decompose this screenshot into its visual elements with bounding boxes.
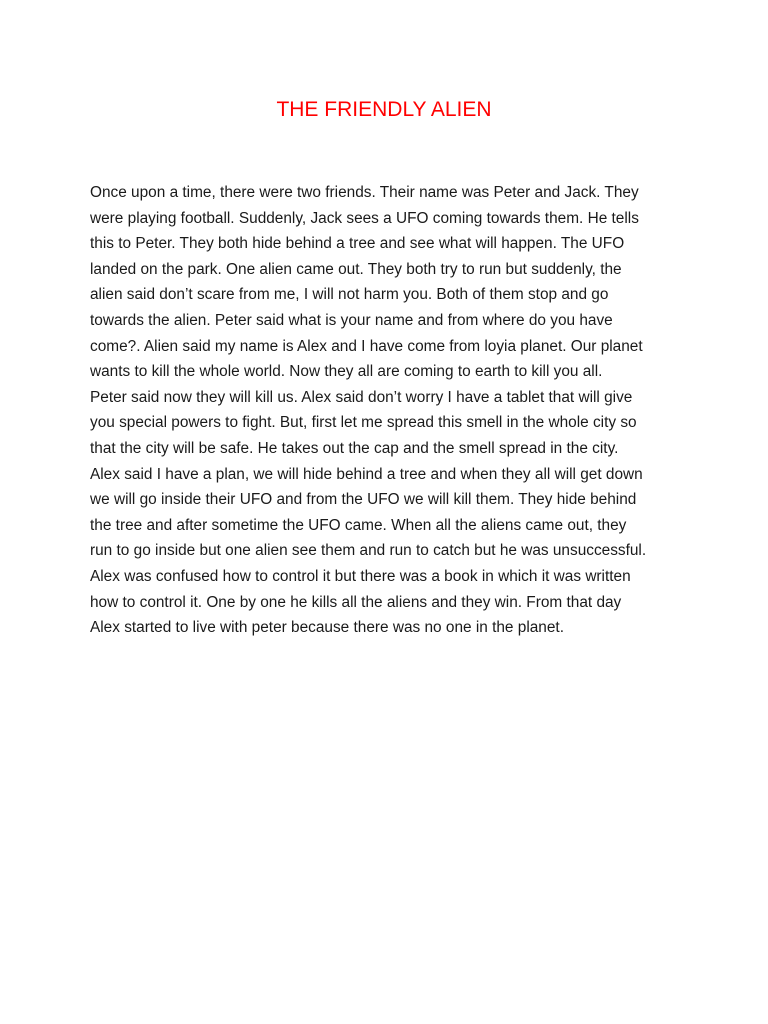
story-line: Peter said now they will kill us. Alex said don’t worry I have a tablet that will give bbox=[90, 388, 633, 406]
story-line: wants to kill the whole world. Now they all are coming to earth to kill you all. bbox=[90, 363, 603, 381]
story-line: were playing football. Suddenly, Jack sees a UFO coming towards them. He tells bbox=[90, 209, 639, 227]
story-line: this to Peter. They both hide behind a tree and see what will happen. The UFO bbox=[90, 235, 625, 253]
story-line: how to control it. One by one he kills all the aliens and they win. From that day bbox=[90, 593, 622, 611]
story-line: alien said don’t scare from me, I will not harm you. Both of them stop and go bbox=[90, 286, 609, 304]
story-line: we will go inside their UFO and from the UFO we will kill them. They hide behind bbox=[90, 491, 637, 509]
story-line: run to go inside but one alien see them and run to catch but he was unsuccessful. bbox=[90, 542, 647, 560]
story-line: towards the alien. Peter said what is your name and from where do you have bbox=[90, 311, 613, 329]
story-line: the tree and after sometime the UFO came. When all the aliens came out, they bbox=[90, 516, 627, 534]
story-line: come?. Alien said my name is Alex and I have come from loyia planet. Our planet bbox=[90, 337, 643, 355]
story-line: Once upon a time, there were two friends. Their name was Peter and Jack. They bbox=[90, 184, 639, 201]
story-line: Alex started to live with peter because there was no one in the planet. bbox=[90, 619, 564, 637]
document-title: THE FRIENDLY ALIEN bbox=[276, 98, 492, 121]
story-paragraph bbox=[90, 180, 680, 641]
story-line: Alex was confused how to control it but there was a book in which it was written bbox=[90, 567, 631, 585]
story-line: you special powers to fight. But, first let me spread this smell in the whole city so bbox=[90, 414, 637, 432]
story-line: Alex said I have a plan, we will hide behind a tree and when they all will get down bbox=[90, 465, 643, 483]
story-line: landed on the park. One alien came out. They both try to run but suddenly, the bbox=[90, 260, 622, 278]
story-line: that the city will be safe. He takes out the cap and the smell spread in the city. bbox=[90, 439, 619, 457]
